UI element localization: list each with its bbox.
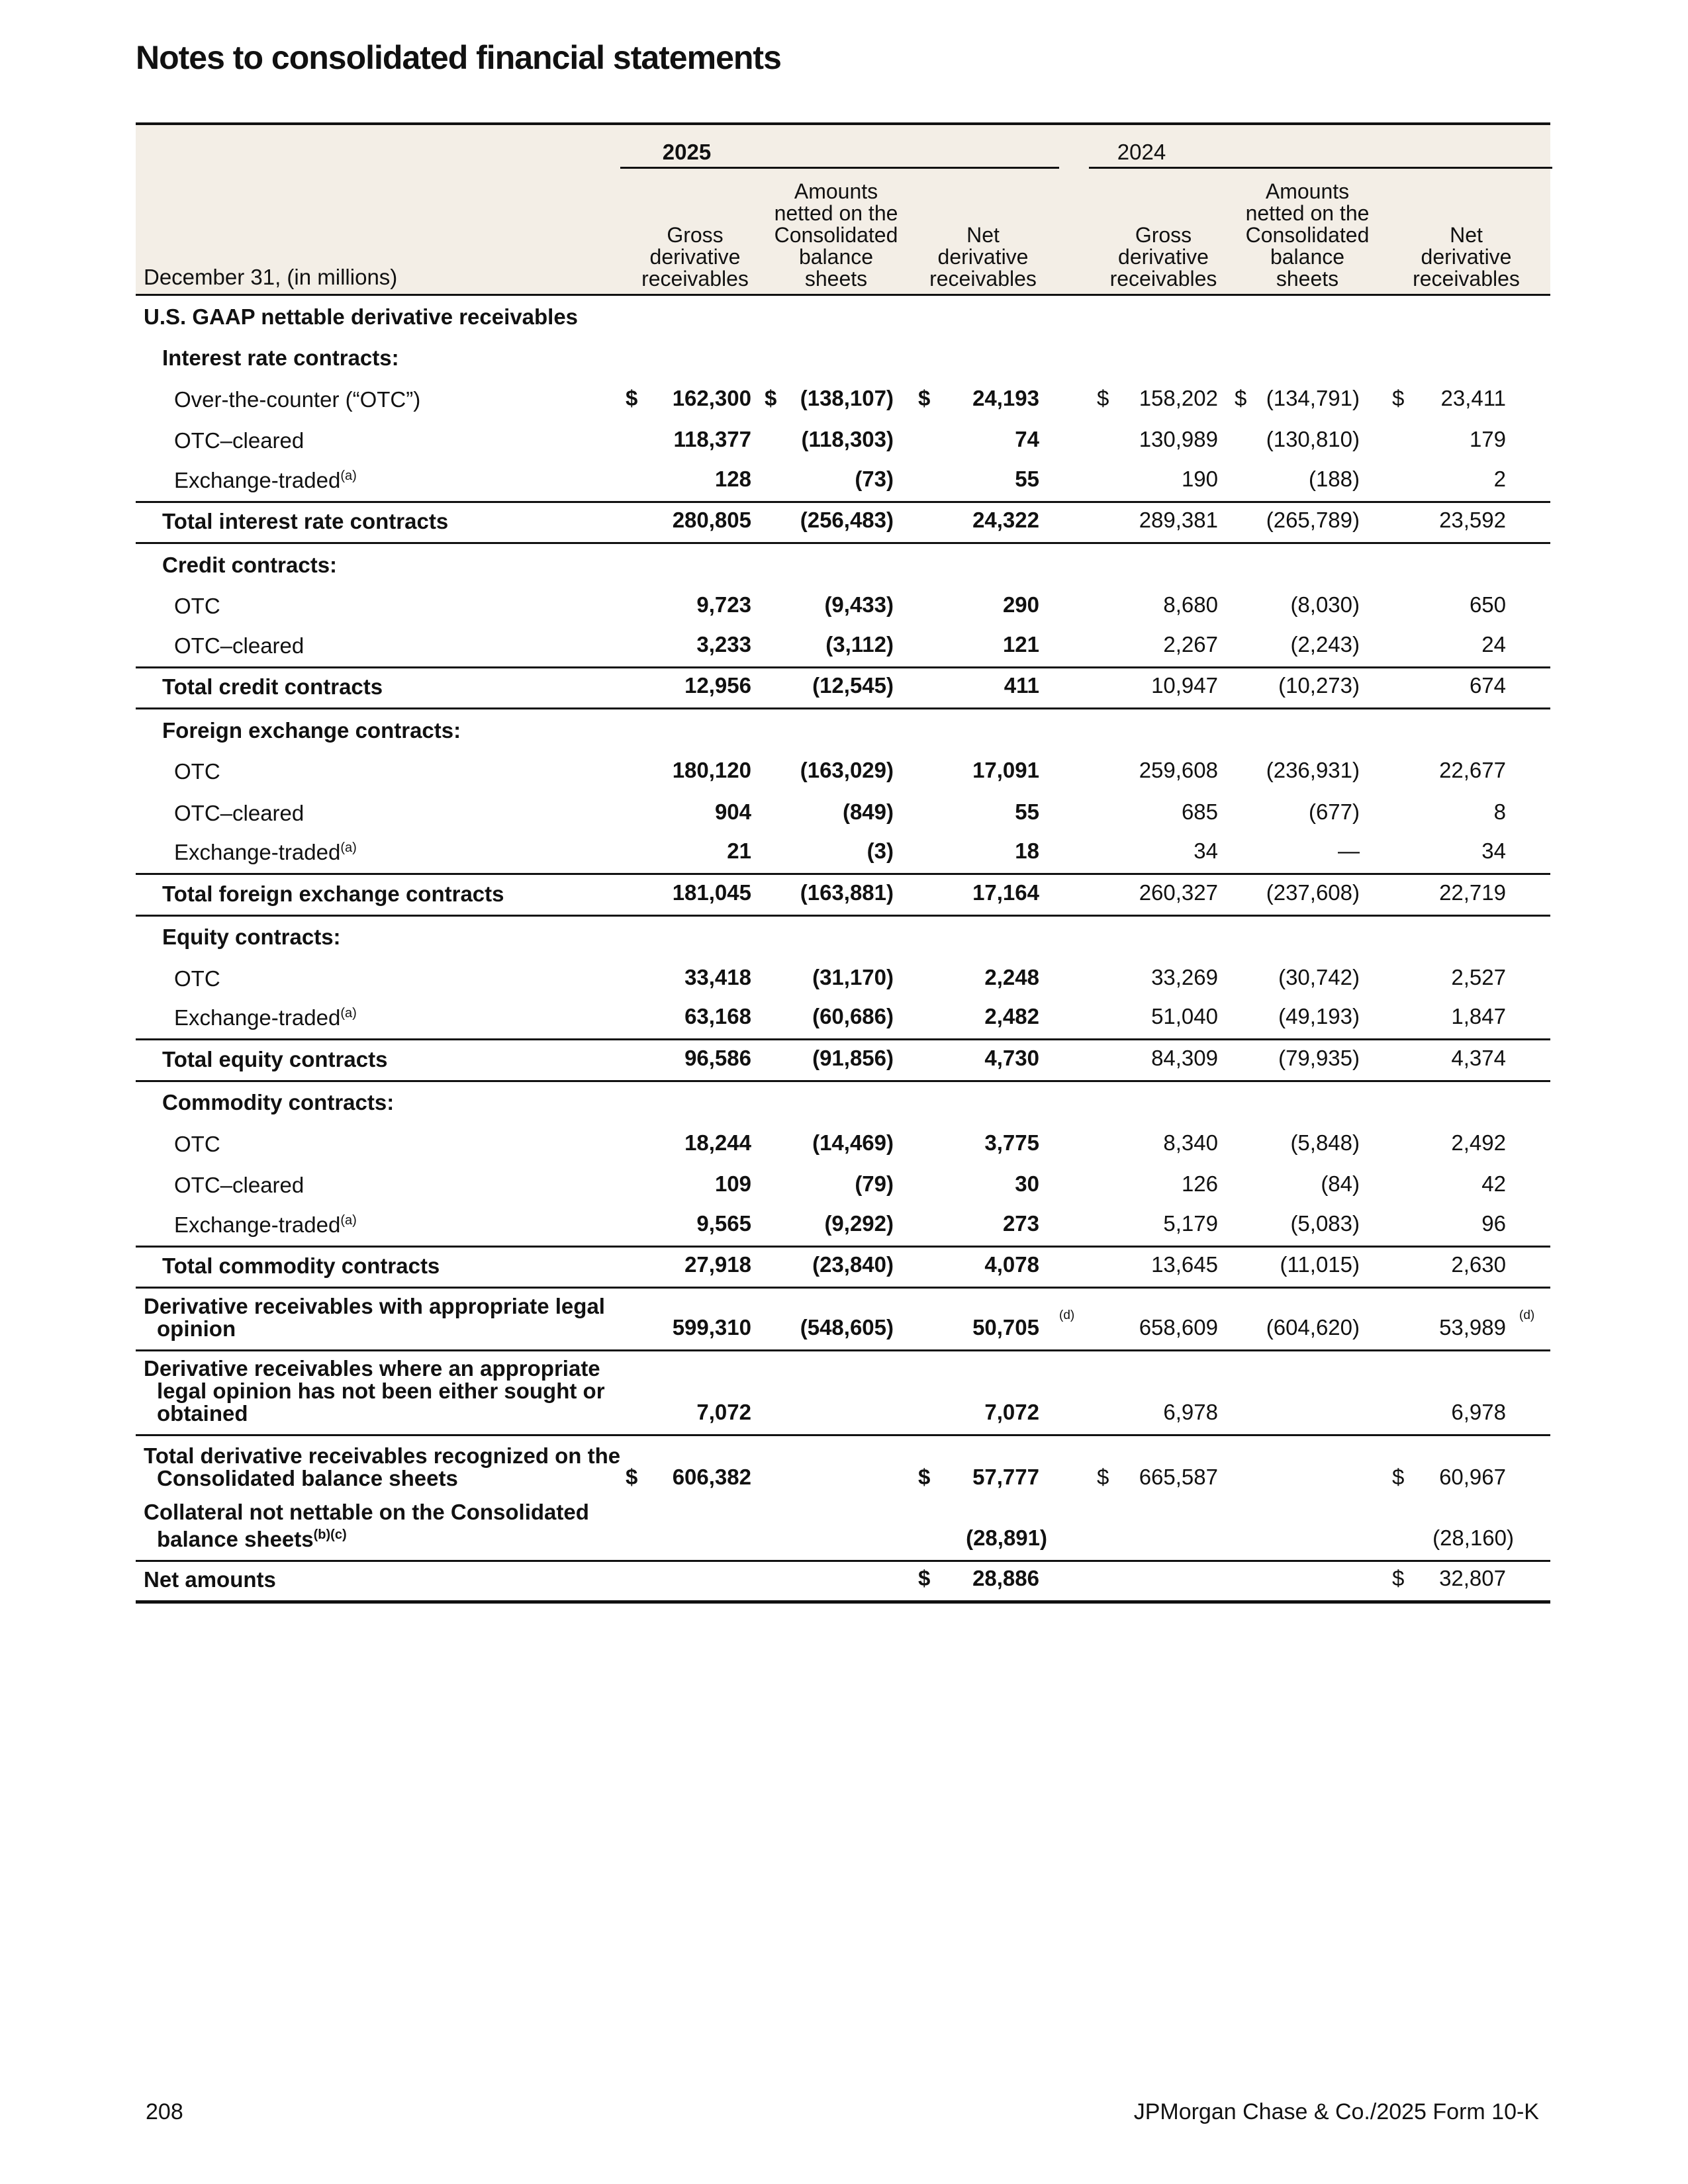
cell-value: 674 (1469, 673, 1506, 698)
currency-symbol: $ (918, 1565, 931, 1590)
cell-value: 50,705 (972, 1315, 1039, 1340)
cell-value: 24,322 (972, 508, 1039, 532)
footnote-marker: (a) (340, 1006, 357, 1021)
cell-value: 2,482 (984, 1004, 1039, 1028)
cell-value: 179 (1469, 427, 1506, 451)
table-row (136, 1289, 1550, 1351)
currency-symbol: $ (626, 385, 638, 410)
row-label: Interest rate contracts: (162, 345, 399, 370)
table-row (136, 1165, 1550, 1206)
cell-value: 181,045 (672, 880, 751, 905)
cell-value: 55 (1015, 466, 1039, 491)
table-row (136, 1040, 1550, 1082)
cell-value: 24,193 (972, 385, 1039, 410)
cell-value: (236,931) (1266, 758, 1360, 782)
cell-value: 904 (714, 799, 751, 824)
row-label: OTC–cleared (174, 1173, 305, 1197)
cell-value: 4,078 (984, 1252, 1039, 1277)
cell-value: (79) (855, 1171, 894, 1196)
cell-value: (49,193) (1278, 1004, 1360, 1028)
footnote-marker: (d) (1519, 1308, 1535, 1322)
year-2025-heading: 2025 (662, 140, 712, 164)
row-label: OTC–cleared (174, 428, 305, 453)
cell-value: 290 (1002, 592, 1039, 617)
cell-value: 411 (1004, 673, 1039, 698)
currency-symbol: $ (1392, 1465, 1405, 1489)
cell-value: 18 (1015, 839, 1039, 863)
cell-value: 6,978 (1163, 1400, 1218, 1424)
cell-value: (677) (1308, 799, 1360, 824)
currency-symbol: $ (626, 1465, 638, 1489)
cell-value: 4,374 (1451, 1045, 1506, 1070)
cell-value: (10,273) (1278, 673, 1360, 698)
cell-value: 27,918 (684, 1252, 751, 1277)
table-row (136, 420, 1550, 462)
year-2024-rule (1089, 167, 1552, 169)
cell-value: 289,381 (1139, 508, 1218, 532)
cell-value: 23,592 (1439, 508, 1506, 532)
footnote-marker: (a) (340, 468, 357, 483)
table-row (136, 792, 1550, 834)
row-label: Total derivative receivables recognized on the Consolidated balance sheets (144, 1443, 621, 1490)
cell-value: 23,411 (1440, 385, 1506, 410)
currency-symbol: $ (918, 1465, 931, 1489)
currency-symbol: $ (1235, 385, 1247, 410)
cell-value: 8,340 (1163, 1130, 1218, 1155)
cell-value: 33,269 (1151, 964, 1218, 989)
currency-symbol: $ (1392, 1565, 1405, 1590)
cell-value: (265,789) (1266, 508, 1360, 532)
cell-value: 130,989 (1139, 427, 1218, 451)
col-net-2025: Net derivative receivables (929, 223, 1037, 291)
cell-value: 3,775 (984, 1130, 1039, 1155)
cell-value: (28,160) (1432, 1525, 1514, 1550)
cell-value: 33,418 (684, 964, 751, 989)
cell-value: 12,956 (684, 673, 751, 698)
cell-value: 10,947 (1151, 673, 1218, 698)
row-label: OTC (174, 1131, 220, 1156)
row-label: OTC (174, 759, 220, 784)
row-label: U.S. GAAP nettable derivative receivables (144, 304, 579, 329)
row-label: Exchange-traded$^{(a)}$ (174, 467, 357, 492)
cell-value: (28,891) (966, 1525, 1047, 1550)
table-row (136, 1562, 1550, 1604)
row-label: Foreign exchange contracts: (162, 717, 461, 743)
cell-value: 55 (1015, 799, 1039, 824)
row-label: Total credit contracts (162, 674, 383, 699)
cell-value: 32,807 (1439, 1565, 1506, 1590)
cell-value: 42 (1481, 1171, 1506, 1196)
cell-value: (3) (867, 839, 894, 863)
cell-value: (60,686) (812, 1004, 894, 1028)
cell-value: 22,677 (1439, 758, 1506, 782)
currency-symbol: $ (1097, 385, 1109, 410)
cell-value: (256,483) (800, 508, 894, 532)
cell-value: 30 (1015, 1171, 1039, 1196)
cell-value: 74 (1015, 427, 1039, 451)
cell-value: 599,310 (672, 1315, 751, 1340)
row-label: Derivative receivables with appropriate legal opinion (144, 1294, 605, 1341)
cell-value: 650 (1469, 592, 1506, 617)
row-label: Exchange-traded$^{(a)}$ (174, 1005, 357, 1030)
cell-value: (8,030) (1290, 592, 1360, 617)
row-label: OTC (174, 594, 220, 618)
publication-title: JPMorgan Chase & Co./2025 Form 10-K (1133, 2099, 1539, 2124)
cell-value: (188) (1308, 466, 1360, 491)
cell-value: 17,164 (972, 880, 1039, 905)
row-label: Exchange-traded$^{(a)}$ (174, 1212, 357, 1237)
row-label: Credit contracts: (162, 552, 338, 577)
cell-value: 259,608 (1139, 758, 1218, 782)
table-row (136, 544, 1550, 586)
cell-value: 24 (1481, 631, 1506, 657)
cell-value: (849) (842, 799, 894, 824)
cell-value: 34 (1481, 839, 1506, 863)
cell-value: (91,856) (812, 1045, 894, 1070)
cell-value: (5,083) (1290, 1210, 1360, 1236)
cell-value: 658,609 (1139, 1315, 1218, 1340)
table-row (136, 379, 1550, 420)
cell-value: 53,989 (1439, 1315, 1506, 1340)
cell-value: 665,587 (1139, 1465, 1218, 1489)
table-row (136, 958, 1550, 999)
cell-value: (30,742) (1278, 964, 1360, 989)
cell-value: 128 (714, 466, 751, 491)
table-row (136, 503, 1550, 545)
cell-value: 6,978 (1451, 1400, 1506, 1424)
row-label: Exchange-traded$^{(a)}$ (174, 840, 357, 864)
cell-value: 1,847 (1451, 1004, 1506, 1028)
footnote-marker: (a) (340, 841, 357, 855)
col-gross-2024: Gross derivative receivables (1109, 223, 1217, 291)
cell-value: 280,805 (672, 508, 751, 532)
cell-value: 2,248 (984, 964, 1039, 989)
cell-value: (163,029) (800, 758, 894, 782)
row-label: Equity contracts: (162, 925, 341, 949)
cell-value: (604,620) (1266, 1315, 1360, 1340)
table-row (136, 917, 1550, 958)
cell-value: 63,168 (684, 1004, 751, 1028)
table-row (136, 1206, 1550, 1248)
cell-value: 8,680 (1163, 592, 1218, 617)
cell-value: (73) (855, 466, 894, 491)
table-row (136, 875, 1550, 917)
cell-value: (5,848) (1290, 1130, 1360, 1155)
table-row (136, 1499, 1550, 1562)
row-label: Net amounts (144, 1567, 276, 1592)
row-label: Total equity contracts (162, 1046, 388, 1071)
table-row (136, 1123, 1550, 1165)
date-unit-label: December 31, (in millions) (144, 265, 398, 289)
cell-value: (548,605) (800, 1315, 894, 1340)
row-label: Derivative receivables where an appropriate legal opinion has not been either sought or obtained (144, 1356, 605, 1426)
table-row (136, 709, 1550, 751)
cell-value: 162,300 (672, 385, 751, 410)
cell-value: 21 (727, 839, 751, 863)
table-row (136, 1082, 1550, 1124)
cell-value: 51,040 (1151, 1004, 1218, 1028)
cell-value: 2,527 (1451, 964, 1506, 989)
cell-value: 96 (1481, 1210, 1506, 1236)
cell-value: (134,791) (1266, 385, 1360, 410)
year-2024-heading: 2024 (1117, 140, 1166, 164)
page-title: Notes to consolidated financial statements (136, 39, 781, 76)
cell-value: (9,292) (824, 1210, 894, 1236)
page-number: 208 (146, 2099, 183, 2124)
currency-symbol: $ (1097, 1465, 1109, 1489)
cell-value: 4,730 (984, 1045, 1039, 1070)
cell-value: 158,202 (1139, 385, 1218, 410)
cell-value: (9,433) (824, 592, 894, 617)
year-2025-rule (620, 167, 1059, 169)
cell-value: (23,840) (812, 1252, 894, 1277)
cell-value: 5,179 (1163, 1210, 1218, 1236)
cell-value: 2,267 (1163, 631, 1218, 657)
cell-value: 2 (1493, 466, 1506, 491)
col-gross-2025: Gross derivative receivables (641, 223, 749, 291)
col-netted-2025: Amounts netted on the Consolidated balance sheets (774, 179, 898, 291)
table-header (136, 122, 1550, 296)
cell-value: (3,112) (825, 631, 894, 657)
cell-value: 260,327 (1139, 880, 1218, 905)
cell-value: (31,170) (812, 964, 894, 989)
table-row (136, 1248, 1550, 1289)
cell-value: 126 (1181, 1171, 1218, 1196)
cell-value: 18,244 (684, 1130, 751, 1155)
row-label: Over-the-counter (“OTC”) (174, 387, 421, 412)
footnote-marker: (a) (340, 1212, 357, 1228)
cell-value: 57,777 (972, 1465, 1039, 1489)
cell-value: 2,630 (1451, 1252, 1506, 1277)
cell-value: 2,492 (1451, 1130, 1506, 1155)
table-row (136, 834, 1550, 876)
cell-value: 685 (1181, 799, 1218, 824)
table-row (136, 1351, 1550, 1436)
cell-value: 7,072 (696, 1400, 751, 1424)
cell-value: 8 (1493, 799, 1506, 824)
table-row (136, 586, 1550, 627)
cell-value: (14,469) (812, 1130, 894, 1155)
table-row (136, 461, 1550, 503)
cell-value: 273 (1002, 1210, 1039, 1236)
table-row (136, 338, 1550, 379)
cell-value: 84,309 (1151, 1045, 1218, 1070)
footnote-marker: (d) (1059, 1308, 1075, 1322)
currency-symbol: $ (765, 385, 777, 410)
cell-value: 7,072 (984, 1400, 1039, 1424)
row-label: Total interest rate contracts (162, 509, 449, 533)
table-row (136, 627, 1550, 668)
cell-value: (163,881) (800, 880, 894, 905)
table-row (136, 999, 1550, 1041)
currency-symbol: $ (918, 385, 931, 410)
col-net-2024: Net derivative receivables (1413, 223, 1520, 291)
cell-value: 96,586 (684, 1045, 751, 1070)
cell-value: 34 (1194, 839, 1218, 863)
row-label: OTC (174, 966, 220, 991)
cell-value: (237,608) (1266, 880, 1360, 905)
row-label: OTC–cleared (174, 633, 305, 658)
cell-value: 28,886 (972, 1565, 1039, 1590)
cell-value: 60,967 (1439, 1465, 1506, 1489)
row-label: Total commodity contracts (162, 1253, 440, 1278)
cell-value: (130,810) (1266, 427, 1360, 451)
cell-value: 109 (714, 1171, 751, 1196)
cell-value: 9,565 (696, 1210, 751, 1236)
table-row (136, 296, 1550, 338)
cell-value: (138,107) (800, 385, 894, 410)
row-label: Total foreign exchange contracts (162, 881, 504, 906)
cell-value: (118,303) (801, 427, 894, 451)
currency-symbol: $ (1392, 385, 1405, 410)
cell-value: 13,645 (1151, 1252, 1218, 1277)
cell-value: 121 (1002, 631, 1039, 657)
row-label: Collateral not nettable on the Consolidated balance sheets$^{(b)(c)}$ (144, 1500, 589, 1551)
row-label: OTC–cleared (174, 800, 305, 825)
footnote-marker: (b)(c) (313, 1527, 347, 1542)
table-row (136, 1436, 1550, 1499)
cell-value: 118,377 (673, 427, 751, 451)
cell-value: 3,233 (696, 631, 751, 657)
cell-value: (11,015) (1280, 1252, 1360, 1277)
cell-value: 190 (1181, 466, 1218, 491)
cell-value: (2,243) (1290, 631, 1360, 657)
table-row (136, 751, 1550, 793)
table-row (136, 668, 1550, 710)
cell-value: 9,723 (696, 592, 751, 617)
cell-value: (79,935) (1278, 1045, 1360, 1070)
cell-value: 606,382 (672, 1465, 751, 1489)
cell-value: 180,120 (672, 758, 751, 782)
cell-value: 17,091 (972, 758, 1039, 782)
cell-value: — (1338, 839, 1360, 863)
col-netted-2024: Amounts netted on the Consolidated balance sheets (1245, 179, 1370, 291)
cell-value: (84) (1321, 1171, 1360, 1196)
row-label: Commodity contracts: (162, 1090, 395, 1115)
cell-value: (12,545) (812, 673, 894, 698)
table-body (136, 296, 1550, 1604)
cell-value: 22,719 (1439, 880, 1506, 905)
